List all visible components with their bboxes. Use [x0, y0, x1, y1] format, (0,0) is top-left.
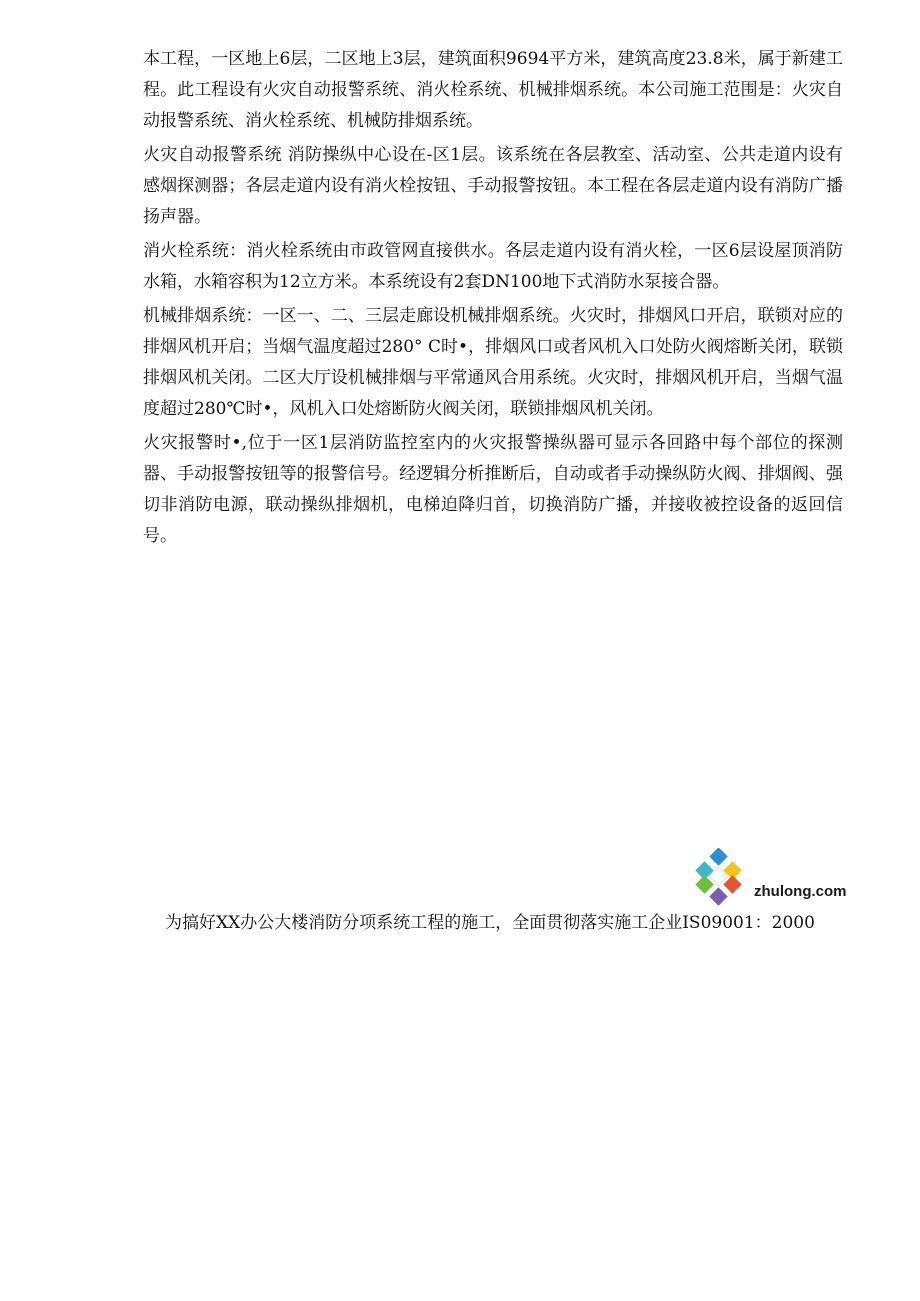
paragraph-project-overview: 本工程，一区地上6层，二区地上3层，建筑面积9694平方米，建筑高度23.8米，属于新建工程。此工程设有火灾自动报警系统、消火栓系统、机械排烟系统。本公司施工范围是：火灾自动报警系统、消火栓系统、机械防排烟系统。 [143, 49, 843, 131]
zhulong-logo-icon [690, 848, 748, 906]
document-body [143, 44, 843, 555]
paragraph-hydrant-system: 消火栓系统：消火栓系统由市政管网直接供水。各层走道内设有消火栓，一区6层设屋顶消防水箱，水箱容积为12立方米。本系统设有2套DN100地下式消防水泵接合器。 [143, 241, 843, 292]
footer-text: 为搞好XX办公大楼消防分项系统工程的施工，全面贯彻落实施工企业IS09001：2000 [165, 913, 815, 933]
paragraph-fire-alarm-system: 火灾自动报警系统 消防操纵中心设在-区1层。该系统在各层教室、活动室、公共走道内设有感烟探测器；各层走道内设有消火栓按钮、手动报警按钮。本工程在各层走道内设有消防广播扬声器。 [143, 145, 843, 227]
paragraph-alarm-linkage: 火灾报警时•,位于一区1层消防监控室内的火灾报警操纵器可显示各回路中每个部位的探测器、手动报警按钮等的报警信号。经逻辑分析推断后，自动或者手动操纵防火阀、排烟阀、强切非消防电源，联动操纵排烟机，电梯迫降归首，切换消防广播，并接收被控设备的返回信号。 [143, 433, 843, 546]
zhulong-logo [690, 848, 847, 906]
paragraph-smoke-exhaust-system: 机械排烟系统：一区一、二、三层走廊设机械排烟系统。火灾时，排烟风口开启，联锁对应的排烟风机开启；当烟气温度超过280° C时•，排烟风口或者风机入口处防火阀熔断关闭，联锁排烟风机关闭。二区大厅设机械排烟与平常通风合用系统。火灾时，排烟风机开启，当烟气温度超过280℃时•，风机入口处熔断防火阀关闭，联锁排烟风机关闭。 [143, 306, 843, 419]
logo-text: zhulong.com [754, 882, 847, 900]
